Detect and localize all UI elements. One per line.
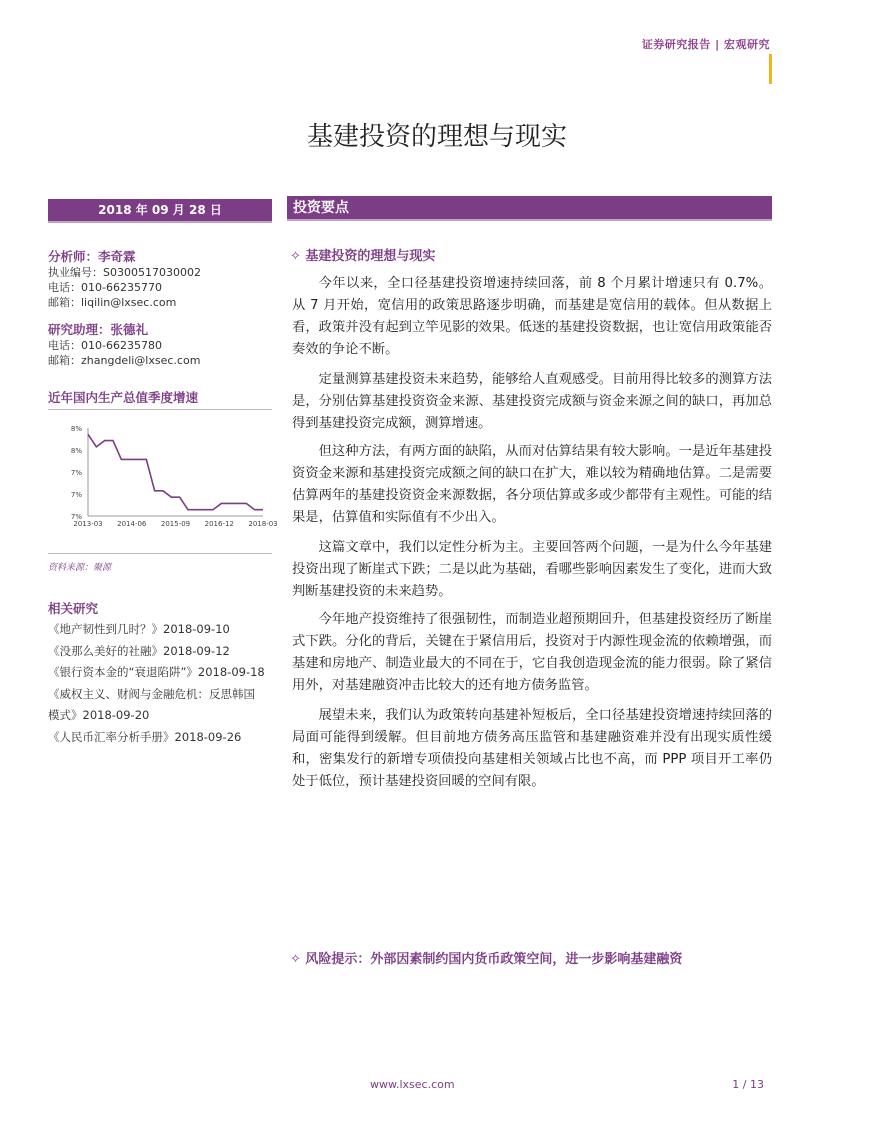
chart-y-tick-label: 7% xyxy=(70,469,82,477)
footer-website[interactable]: www.lxsec.com xyxy=(370,1078,455,1091)
chart-source: 资料来源：聚源 xyxy=(48,563,112,573)
paragraph-1: 今年以来，全口径基建投资增速持续回落，前 8 个月累计增速只有 0.7%。从 7 月开始，宽信用的政策思路逐步明确，而基建是宽信用的载体。但从数据上看，政策并没有起到立竿见影的效果。低迷的基建投资数据，也让宽信用政策能否奏效的争论不断。 xyxy=(292,276,772,357)
assistant-heading: 研究助理：张德礼 xyxy=(48,322,149,337)
report-date: 2018 年 09 月 28 日 xyxy=(48,199,272,223)
chart-title: 近年国内生产总值季度增速 xyxy=(48,390,199,405)
assistant-email[interactable]: 邮箱：zhangdeli@lxsec.com xyxy=(48,354,201,367)
analyst-phone: 电话：010-66235770 xyxy=(48,281,162,294)
chart-y-tick-label: 8% xyxy=(70,447,82,455)
chart-x-tick-label: 2016-12 xyxy=(204,520,234,528)
header-accent-bar xyxy=(769,54,772,84)
chart-x-tick-label: 2018-03 xyxy=(248,520,278,528)
paragraph-5: 今年地产投资维持了很强韧性，而制造业超预期回升，但基建投资经历了断崖式下跌。分化的背后，关键在于紧信用后，投资对于内源性现金流的依赖增强，而基建和房地产、制造业最大的不同在于，它自我创造现金流的能力很弱。除了紧信用外，对基建融资冲击比较大的还有地方债务监管。 xyxy=(292,612,772,693)
related-heading: 相关研究 xyxy=(48,601,99,616)
analyst-heading: 分析师：李奇霖 xyxy=(48,249,136,264)
section-heading: ✧ 基建投资的理想与现实 xyxy=(290,249,436,264)
page-number: 1 / 13 xyxy=(732,1078,764,1091)
paragraph-3: 但这种方法，有两方面的缺陷，从而对估算结果有较大影响。一是近年基建投资资金来源和基建投资完成额之间的缺口在扩大，难以较为精确地估算。二是需要估算两年的基建投资资金来源数据，各分项估算或多或少都带有主观性。可能的结果是，估算值和实际值有不少出入。 xyxy=(292,444,772,525)
related-item[interactable]: 《地产韧性到几时？》2018-09-10 xyxy=(48,622,230,636)
chart-y-tick-label: 7% xyxy=(70,513,82,521)
analyst-email[interactable]: 邮箱：liqilin@lxsec.com xyxy=(48,296,177,309)
paragraph-6: 展望未来，我们认为政策转向基建补短板后，全口径基建投资增速持续回落的局面可能得到缓解。但目前地方债务高压监管和基建融资难并没有出现实质性缓和，密集发行的新增专项债投向基建相关领域占比也不高，而 PPP 项目开工率仍处于低位，预计基建投资回暖的空间有限。 xyxy=(292,708,772,789)
assistant-phone: 电话：010-66235780 xyxy=(48,339,162,352)
related-list xyxy=(48,619,278,748)
chart-x-tick-label: 2013-03 xyxy=(73,520,103,528)
chart-y-tick-label: 7% xyxy=(70,491,82,499)
chart-y-tick-label: 8% xyxy=(70,425,82,433)
paragraph-2: 定量测算基建投资未来趋势，能够给人直观感受。目前用得比较多的测算方法是，分别估算基建投资资金来源、基建投资完成额与资金来源之间的缺口，再加总得到基建投资完成额，测算增速。 xyxy=(292,372,772,431)
report-type-tag: 证券研究报告 | 宏观研究 xyxy=(641,38,770,51)
report-title: 基建投资的理想与现实 xyxy=(306,122,567,152)
related-item[interactable]: 模式》2018-09-20 xyxy=(48,708,150,722)
gdp-chart-frame xyxy=(48,409,278,554)
key-points-heading: 投资要点 xyxy=(287,196,772,221)
paragraph-4: 这篇文章中，我们以定性分析为主。主要回答两个问题，一是为什么今年基建投资出现了断崖式下跌；二是以此为基础，看哪些影响因素发生了变化，进而大致判断基建投资的未来趋势。 xyxy=(292,540,772,599)
related-item[interactable]: 《人民币汇率分析手册》2018-09-26 xyxy=(48,729,242,744)
gdp-growth-chart xyxy=(48,410,278,553)
related-item[interactable]: 《银行资本金的“衰退陷阱”》2018-09-18 xyxy=(48,665,265,679)
related-item[interactable]: 《没那么美好的社融》2018-09-12 xyxy=(48,643,230,658)
analyst-license: 执业编号：S0300517030002 xyxy=(48,266,201,279)
chart-x-tick-label: 2014-06 xyxy=(117,520,147,528)
risk-warning: ✧ 风险提示：外部因素制约国内货币政策空间，进一步影响基建融资 xyxy=(290,952,683,967)
chart-x-tick-label: 2015-09 xyxy=(160,520,191,528)
related-item[interactable]: 《威权主义、财阀与金融危机：反思韩国 xyxy=(48,686,255,701)
gdp-growth-line xyxy=(88,434,263,509)
